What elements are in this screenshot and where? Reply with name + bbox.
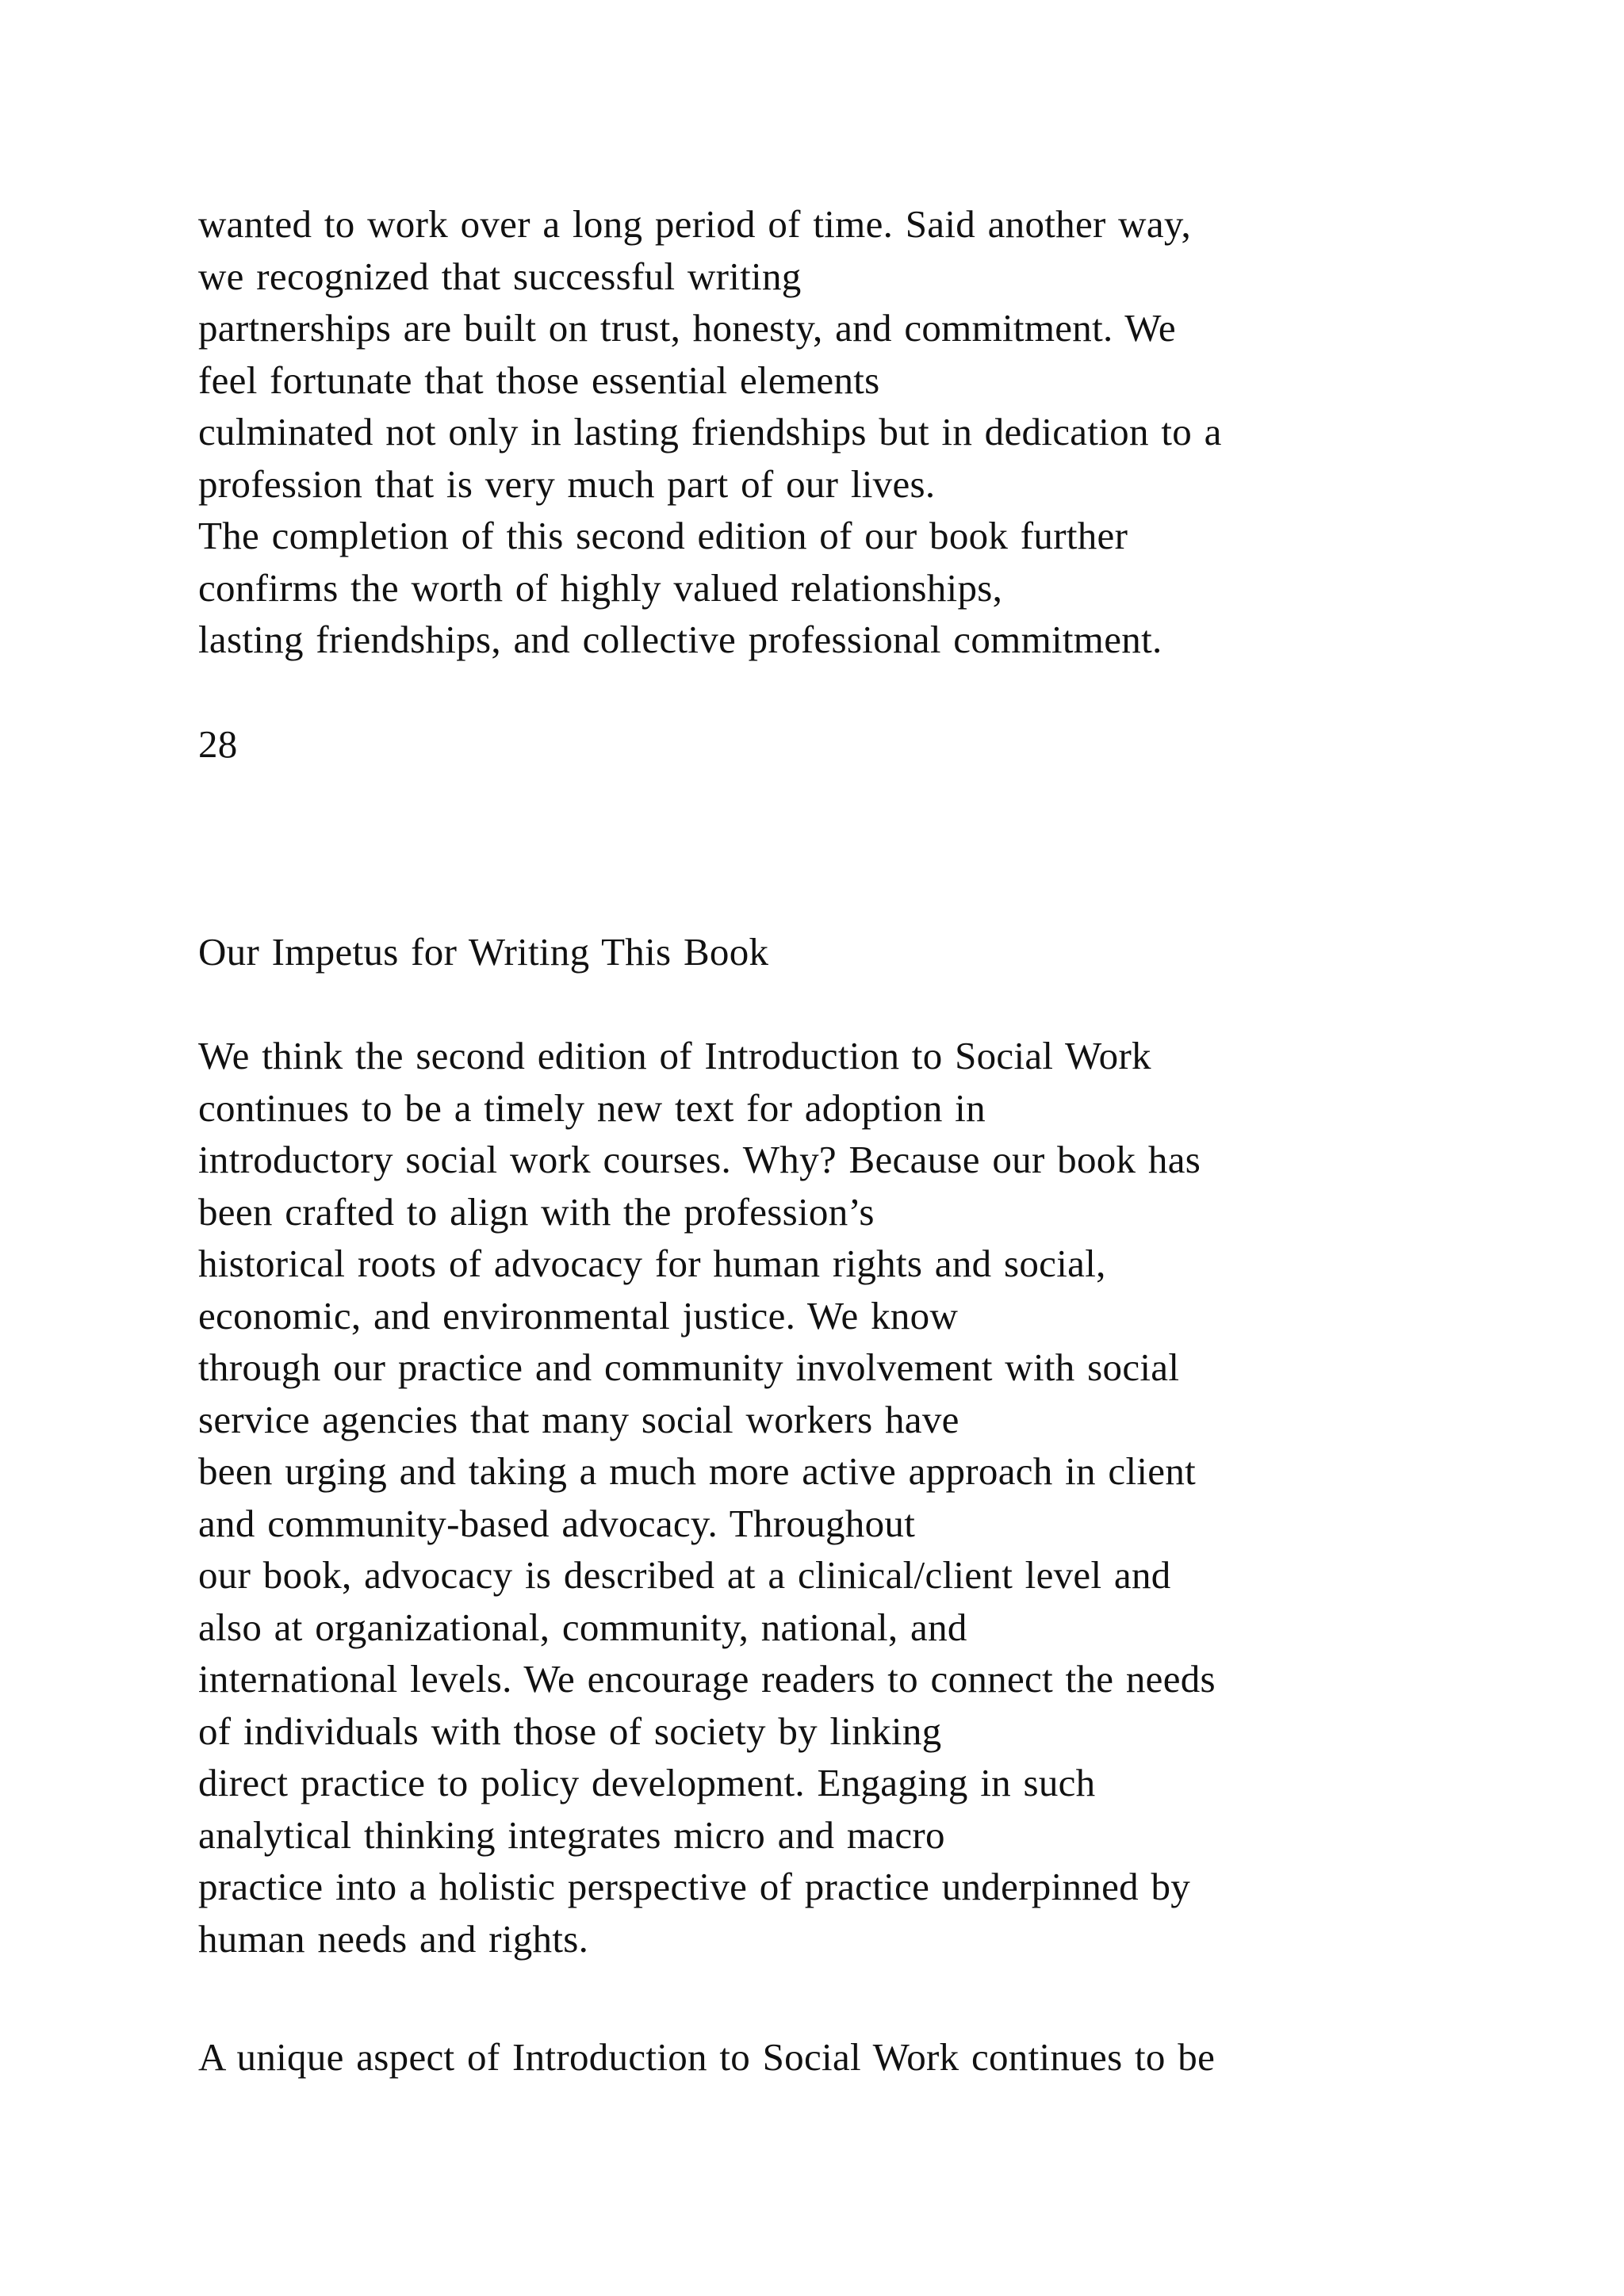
text-line: culminated not only in lasting friendships but in dedication to a <box>198 410 1222 453</box>
paragraph-impetus <box>198 1030 1594 1965</box>
text-line: also at organizational, community, national, and <box>198 1605 967 1649</box>
text-line: through our practice and community involvement with social <box>198 1345 1180 1389</box>
text-line: our book, advocacy is described at a clinical/client level and <box>198 1553 1171 1597</box>
paragraph-unique-aspect <box>198 2031 1594 2084</box>
text-line: partnerships are built on trust, honesty, and commitment. We <box>198 306 1176 350</box>
text-line: service agencies that many social workers have <box>198 1397 959 1441</box>
text-line: profession that is very much part of our lives. <box>198 461 936 506</box>
text-line: analytical thinking integrates micro and macro <box>198 1812 945 1857</box>
text-line: international levels. We encourage readers to connect the needs <box>198 1657 1216 1701</box>
text-line: lasting friendships, and collective professional commitment. <box>198 618 1162 661</box>
text-line: been urging and taking a much more active approach in client <box>198 1449 1197 1493</box>
text-line: direct practice to policy development. Engaging in such <box>198 1761 1096 1804</box>
text-line: wanted to work over a long period of time. Said another way, <box>198 202 1192 246</box>
text-line: continues to be a timely new text for adoption in <box>198 1085 986 1130</box>
text-line: we recognized that successful writing <box>198 254 802 298</box>
text-line: practice into a holistic perspective of practice underpinned by <box>198 1865 1191 1908</box>
text-line: been crafted to align with the profession’s <box>198 1189 875 1234</box>
page-number: 28 <box>198 722 238 766</box>
text-line: confirms the worth of highly valued relationships, <box>198 565 1003 610</box>
text-line: feel fortunate that those essential elements <box>198 358 880 402</box>
text-line: introductory social work courses. Why? Because our book has <box>198 1138 1201 1181</box>
text-line: The completion of this second edition of our book further <box>198 514 1128 557</box>
text-line: of individuals with those of society by linking <box>198 1709 942 1753</box>
section-heading: Our Impetus for Writing This Book <box>198 930 769 974</box>
text-line: human needs and rights. <box>198 1916 589 1961</box>
text-line: economic, and environmental justice. We know <box>198 1293 959 1337</box>
text-line: We think the second edition of Introduction to Social Work <box>198 1034 1151 1077</box>
paragraph-acknowledgment <box>198 198 1594 666</box>
text-line: historical roots of advocacy for human rights and social, <box>198 1242 1106 1285</box>
text-line: A unique aspect of Introduction to Social Work continues to be <box>198 2035 1216 2079</box>
text-line: and community-based advocacy. Throughout <box>198 1501 916 1545</box>
